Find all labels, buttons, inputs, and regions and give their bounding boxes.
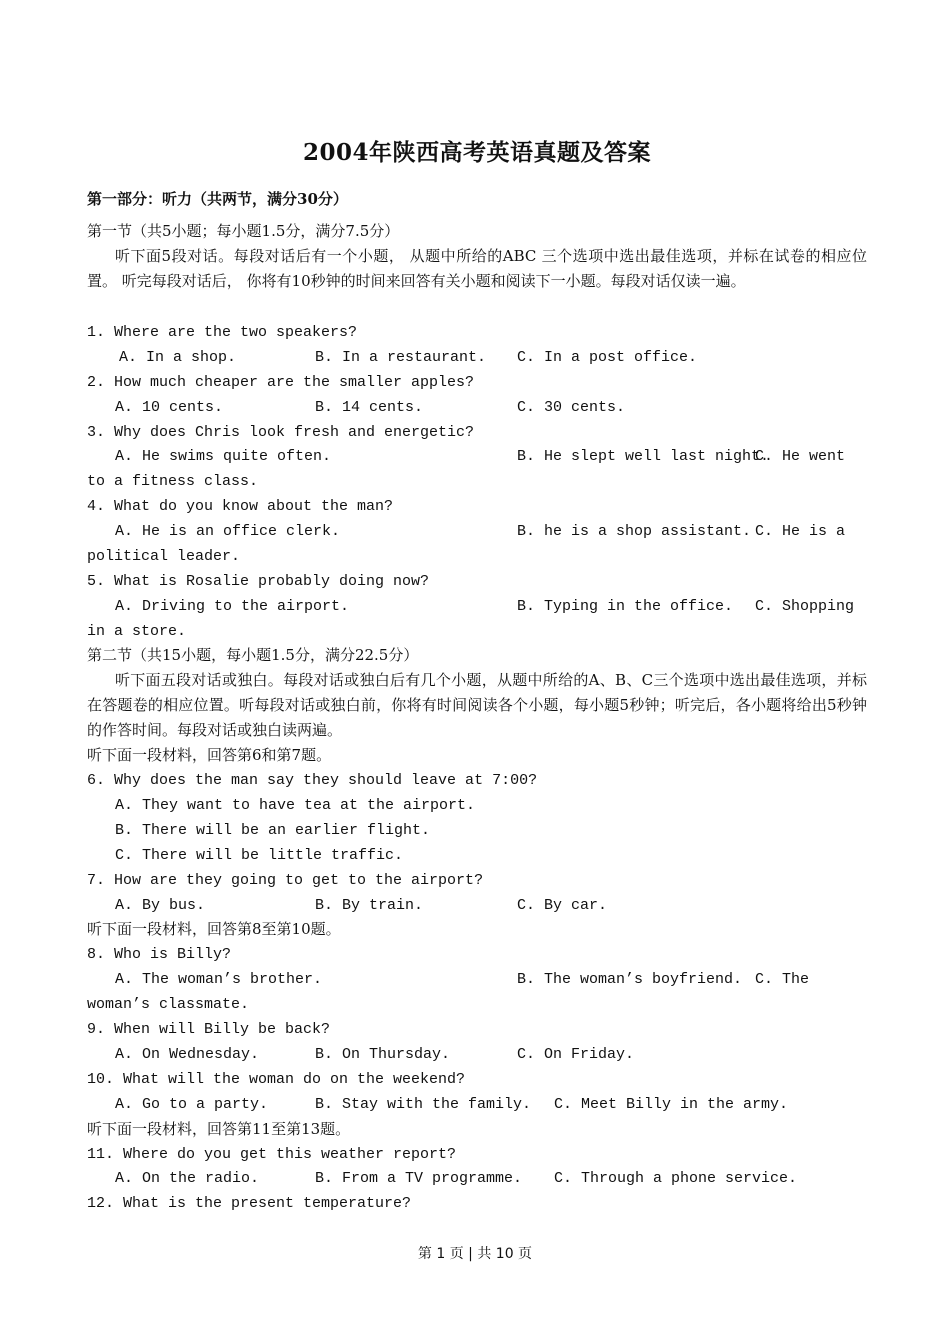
question-5-options (87, 594, 867, 619)
material-prompt-3: 听下面一段材料，回答第11至第13题。 (87, 1120, 351, 1138)
q7-option-b: B. By train. (315, 897, 424, 914)
q1-option-a: A. In a shop. (119, 349, 237, 366)
material-prompt-1: 听下面一段材料，回答第6和第7题。 (87, 746, 332, 764)
q2-option-a: A. 10 cents. (115, 399, 224, 416)
question-11-options (87, 1166, 867, 1191)
question-1: 1. Where are the two speakers? (87, 324, 358, 341)
question-3-options (87, 444, 867, 469)
q1-option-b: B. In a restaurant. (315, 349, 487, 366)
question-9-options (87, 1042, 867, 1067)
section2-instructions (87, 668, 867, 743)
q6-option-a: A. They want to have tea at the airport. (115, 797, 476, 814)
q1-option-c: C. In a post office. (517, 349, 698, 366)
q3-option-a: A. He swims quite often. (115, 448, 332, 465)
question-12: 12. What is the present temperature? (87, 1195, 412, 1212)
q3-option-c-continued: to a fitness class. (87, 473, 259, 490)
q2-option-c: C. 30 cents. (517, 399, 626, 416)
question-6: 6. Why does the man say they should leave at 7:00? (87, 772, 538, 789)
question-8: 8. Who is Billy? (87, 946, 232, 963)
section1-instructions (87, 244, 867, 294)
q11-option-b: B. From a TV programme. (315, 1170, 523, 1187)
q9-option-b: B. On Thursday. (315, 1046, 451, 1063)
question-11: 11. Where do you get this weather report? (87, 1146, 457, 1163)
q4-option-c-continued: political leader. (87, 548, 241, 565)
material-prompt-2: 听下面一段材料，回答第8至第10题。 (87, 920, 341, 938)
q5-option-b: B. Typing in the office. (517, 598, 734, 615)
q11-option-c: C. Through a phone service. (554, 1170, 798, 1187)
section1-instructions-text: 听下面5段对话。每段对话后有一个小题， 从题中所给的ABC 三个选项中选出最佳选项，并标在试卷的相应位置。 听完每段对话后， 你将有10秒钟的时间来回答有关小题和阅读下一小题。每段对话仅读一遍。 (87, 247, 867, 290)
q6-option-b: B. There will be an earlier flight. (115, 822, 431, 839)
question-9: 9. When will Billy be back? (87, 1021, 331, 1038)
q8-option-b: B. The woman’s boyfriend. (517, 971, 743, 988)
part1-heading: 第一部分：听力（共两节，满分30分） (87, 190, 348, 208)
q10-option-a: A. Go to a party. (115, 1096, 269, 1113)
q7-option-a: A. By bus. (115, 897, 206, 914)
question-1-options (87, 345, 867, 370)
question-3: 3. Why does Chris look fresh and energetic? (87, 424, 475, 441)
question-7: 7. How are they going to get to the airport? (87, 872, 484, 889)
q4-option-c: C. He is a (755, 523, 846, 540)
q6-option-c: C. There will be little traffic. (115, 847, 404, 864)
q9-option-a: A. On Wednesday. (115, 1046, 260, 1063)
question-2-options (87, 395, 867, 420)
q7-option-c: C. By car. (517, 897, 608, 914)
q5-option-c: C. Shopping (755, 598, 855, 615)
q5-option-c-continued: in a store. (87, 623, 187, 640)
section2-heading: 第二节（共15小题，每小题1.5分，满分22.5分） (87, 646, 419, 664)
q8-option-c: C. The (755, 971, 810, 988)
q4-option-a: A. He is an office clerk. (115, 523, 341, 540)
q10-option-b: B. Stay with the family. (315, 1096, 532, 1113)
q5-option-a: A. Driving to the airport. (115, 598, 350, 615)
q11-option-a: A. On the radio. (115, 1170, 260, 1187)
question-10: 10. What will the woman do on the weekend? (87, 1071, 466, 1088)
document-title: 2004年陕西高考英语真题及答案 (302, 139, 651, 166)
q3-option-b: B. He slept well last night. (517, 448, 770, 465)
section1-heading: 第一节（共5小题；每小题1.5分，满分7.5分） (87, 222, 400, 240)
question-2: 2. How much cheaper are the smaller apples? (87, 374, 475, 391)
q3-option-c: C. He went (755, 448, 846, 465)
question-7-options (87, 893, 867, 918)
q10-option-c: C. Meet Billy in the army. (554, 1096, 789, 1113)
q9-option-c: C. On Friday. (517, 1046, 635, 1063)
q2-option-b: B. 14 cents. (315, 399, 424, 416)
question-8-options (87, 967, 867, 992)
question-10-options (87, 1092, 867, 1117)
q4-option-b: B. he is a shop assistant. (517, 523, 752, 540)
question-5: 5. What is Rosalie probably doing now? (87, 573, 430, 590)
q8-option-a: A. The woman’s brother. (115, 971, 323, 988)
question-4: 4. What do you know about the man? (87, 498, 394, 515)
question-4-options (87, 519, 867, 544)
page-footer: 第 1 页 | 共 10 页 (417, 1246, 533, 1262)
section2-instructions-text: 听下面五段对话或独白。每段对话或独白后有几个小题，从题中所给的A、B、C三个选项中选出最佳选项，并标在答题卷的相应位置。听每段对话或独白前，你将有时间阅读各个小题，每小题5秒钟；听完后，各小题将给出5秒钟的作答时间。每段对话或独白读两遍。 (87, 671, 867, 739)
q8-option-c-continued: woman’s classmate. (87, 996, 250, 1013)
